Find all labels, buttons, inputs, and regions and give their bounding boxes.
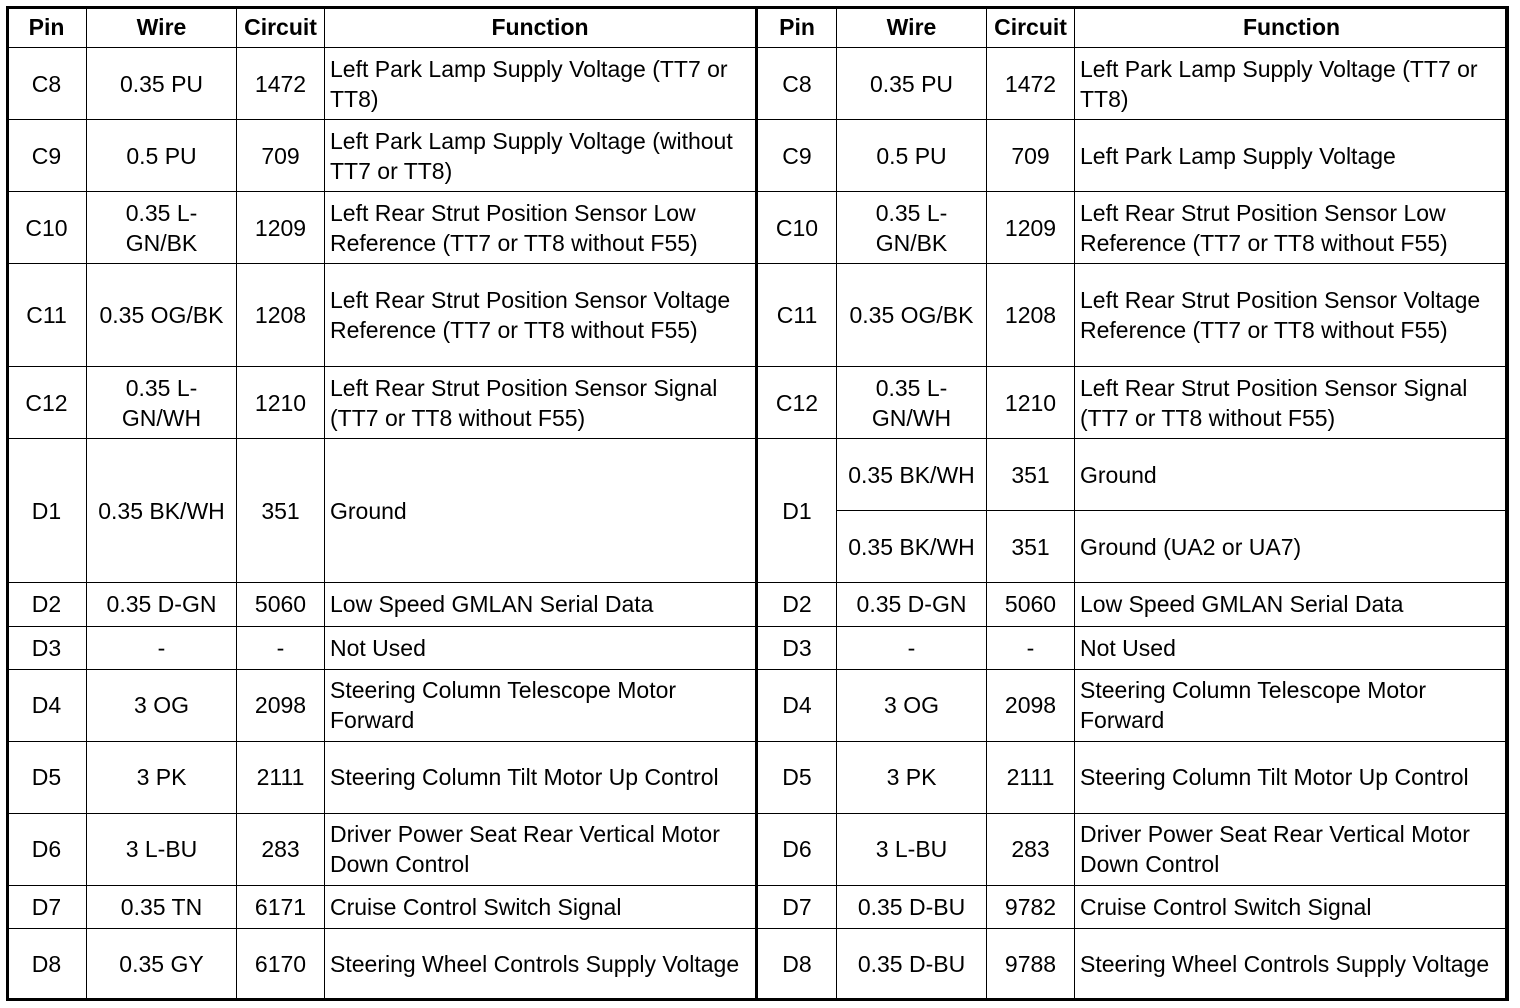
header-circuit-right: Circuit bbox=[987, 7, 1075, 48]
wire-cell: 0.35 L-GN/WH bbox=[837, 367, 987, 439]
wire-cell: 0.35 L-GN/BK bbox=[87, 192, 237, 264]
wire-cell: 0.35 PU bbox=[837, 48, 987, 120]
circuit-cell: 283 bbox=[987, 813, 1075, 885]
header-circuit-left: Circuit bbox=[237, 7, 325, 48]
circuit-cell: 351 bbox=[237, 439, 325, 583]
table-outer-border bbox=[6, 6, 1508, 1001]
pin-cell: D2 bbox=[7, 583, 87, 626]
header-wire-left: Wire bbox=[87, 7, 237, 48]
pin-cell: C8 bbox=[757, 48, 837, 120]
pin-cell: D3 bbox=[7, 626, 87, 669]
circuit-cell: 1208 bbox=[237, 264, 325, 367]
pin-cell: D1 bbox=[7, 439, 87, 583]
wire-cell: 0.35 BK/WH bbox=[87, 439, 237, 583]
function-cell: Left Rear Strut Position Sensor Voltage Reference (TT7 or TT8 without F55) bbox=[1075, 264, 1509, 367]
circuit-cell: 6171 bbox=[237, 885, 325, 928]
circuit-cell: - bbox=[237, 626, 325, 669]
circuit-cell: 1209 bbox=[237, 192, 325, 264]
wire-cell: 0.5 PU bbox=[87, 120, 237, 192]
circuit-cell: 5060 bbox=[987, 583, 1075, 626]
header-pin-right: Pin bbox=[757, 7, 837, 48]
pin-cell: D6 bbox=[757, 813, 837, 885]
wire-cell: 0.35 PU bbox=[87, 48, 237, 120]
wire-cell: 0.35 L-GN/BK bbox=[837, 192, 987, 264]
wire-cell: 0.5 PU bbox=[837, 120, 987, 192]
wire-cell: 3 L-BU bbox=[87, 813, 237, 885]
pin-cell: C12 bbox=[757, 367, 837, 439]
pin-cell: D3 bbox=[757, 626, 837, 669]
pin-cell: D8 bbox=[757, 928, 837, 1000]
pin-cell: C12 bbox=[7, 367, 87, 439]
function-cell: Ground bbox=[1075, 439, 1509, 511]
wire-cell: 3 PK bbox=[837, 741, 987, 813]
pin-cell: C11 bbox=[7, 264, 87, 367]
function-cell: Not Used bbox=[325, 626, 757, 669]
function-cell: Driver Power Seat Rear Vertical Motor Down Control bbox=[1075, 813, 1509, 885]
function-cell: Driver Power Seat Rear Vertical Motor Down Control bbox=[325, 813, 757, 885]
wire-cell: 0.35 D-GN bbox=[87, 583, 237, 626]
circuit-cell: 6170 bbox=[237, 928, 325, 1000]
circuit-cell: 351 bbox=[987, 511, 1075, 583]
wire-cell: 3 L-BU bbox=[837, 813, 987, 885]
function-cell: Steering Wheel Controls Supply Voltage bbox=[325, 928, 757, 1000]
wire-cell: 0.35 TN bbox=[87, 885, 237, 928]
function-cell: Steering Column Telescope Motor Forward bbox=[1075, 669, 1509, 741]
pin-cell: D6 bbox=[7, 813, 87, 885]
circuit-cell: 351 bbox=[987, 439, 1075, 511]
function-cell: Low Speed GMLAN Serial Data bbox=[1075, 583, 1509, 626]
function-cell: Steering Wheel Controls Supply Voltage bbox=[1075, 928, 1509, 1000]
circuit-cell: 1209 bbox=[987, 192, 1075, 264]
wire-cell: 0.35 D-GN bbox=[837, 583, 987, 626]
function-cell: Not Used bbox=[1075, 626, 1509, 669]
wire-cell: - bbox=[837, 626, 987, 669]
pin-cell: D5 bbox=[7, 741, 87, 813]
function-cell: Cruise Control Switch Signal bbox=[325, 885, 757, 928]
pin-cell: C10 bbox=[757, 192, 837, 264]
pin-cell: D1 bbox=[757, 439, 837, 583]
wire-cell: - bbox=[87, 626, 237, 669]
function-cell: Ground (UA2 or UA7) bbox=[1075, 511, 1509, 583]
pin-cell: D7 bbox=[7, 885, 87, 928]
function-cell: Left Park Lamp Supply Voltage (TT7 or TT8) bbox=[325, 48, 757, 120]
circuit-cell: - bbox=[987, 626, 1075, 669]
circuit-cell: 709 bbox=[237, 120, 325, 192]
circuit-cell: 1472 bbox=[237, 48, 325, 120]
wire-cell: 0.35 BK/WH bbox=[837, 439, 987, 511]
header-function-left: Function bbox=[325, 7, 757, 48]
function-cell: Ground bbox=[325, 439, 757, 583]
pin-cell: C11 bbox=[757, 264, 837, 367]
function-cell: Cruise Control Switch Signal bbox=[1075, 885, 1509, 928]
circuit-cell: 2098 bbox=[237, 669, 325, 741]
function-cell: Steering Column Telescope Motor Forward bbox=[325, 669, 757, 741]
circuit-cell: 2111 bbox=[237, 741, 325, 813]
circuit-cell: 5060 bbox=[237, 583, 325, 626]
header-pin-left: Pin bbox=[7, 7, 87, 48]
wire-cell: 3 OG bbox=[87, 669, 237, 741]
function-cell: Left Park Lamp Supply Voltage (without TT7 or TT8) bbox=[325, 120, 757, 192]
function-cell: Left Rear Strut Position Sensor Signal (TT7 or TT8 without F55) bbox=[325, 367, 757, 439]
circuit-cell: 9788 bbox=[987, 928, 1075, 1000]
wire-cell: 0.35 D-BU bbox=[837, 885, 987, 928]
circuit-cell: 1210 bbox=[237, 367, 325, 439]
circuit-cell: 1210 bbox=[987, 367, 1075, 439]
circuit-cell: 1472 bbox=[987, 48, 1075, 120]
pin-cell: C9 bbox=[757, 120, 837, 192]
wire-cell: 0.35 L-GN/WH bbox=[87, 367, 237, 439]
wire-cell: 3 PK bbox=[87, 741, 237, 813]
circuit-cell: 2098 bbox=[987, 669, 1075, 741]
function-cell: Left Park Lamp Supply Voltage bbox=[1075, 120, 1509, 192]
pin-cell: D8 bbox=[7, 928, 87, 1000]
pin-cell: D2 bbox=[757, 583, 837, 626]
pin-cell: D5 bbox=[757, 741, 837, 813]
circuit-cell: 2111 bbox=[987, 741, 1075, 813]
function-cell: Steering Column Tilt Motor Up Control bbox=[1075, 741, 1509, 813]
circuit-cell: 9782 bbox=[987, 885, 1075, 928]
pin-cell: D4 bbox=[757, 669, 837, 741]
header-wire-right: Wire bbox=[837, 7, 987, 48]
circuit-cell: 283 bbox=[237, 813, 325, 885]
function-cell: Steering Column Tilt Motor Up Control bbox=[325, 741, 757, 813]
function-cell: Low Speed GMLAN Serial Data bbox=[325, 583, 757, 626]
wire-cell: 0.35 GY bbox=[87, 928, 237, 1000]
function-cell: Left Rear Strut Position Sensor Voltage Reference (TT7 or TT8 without F55) bbox=[325, 264, 757, 367]
pin-cell: C10 bbox=[7, 192, 87, 264]
function-cell: Left Rear Strut Position Sensor Low Reference (TT7 or TT8 without F55) bbox=[325, 192, 757, 264]
circuit-cell: 709 bbox=[987, 120, 1075, 192]
pin-cell: C9 bbox=[7, 120, 87, 192]
wire-cell: 0.35 OG/BK bbox=[837, 264, 987, 367]
circuit-cell: 1208 bbox=[987, 264, 1075, 367]
wire-cell: 0.35 BK/WH bbox=[837, 511, 987, 583]
function-cell: Left Rear Strut Position Sensor Signal (TT7 or TT8 without F55) bbox=[1075, 367, 1509, 439]
pin-cell: D4 bbox=[7, 669, 87, 741]
function-cell: Left Park Lamp Supply Voltage (TT7 or TT8) bbox=[1075, 48, 1509, 120]
wire-cell: 0.35 OG/BK bbox=[87, 264, 237, 367]
pin-cell: D7 bbox=[757, 885, 837, 928]
wire-cell: 0.35 D-BU bbox=[837, 928, 987, 1000]
pin-cell: C8 bbox=[7, 48, 87, 120]
header-function-right: Function bbox=[1075, 7, 1509, 48]
function-cell: Left Rear Strut Position Sensor Low Reference (TT7 or TT8 without F55) bbox=[1075, 192, 1509, 264]
wire-cell: 3 OG bbox=[837, 669, 987, 741]
